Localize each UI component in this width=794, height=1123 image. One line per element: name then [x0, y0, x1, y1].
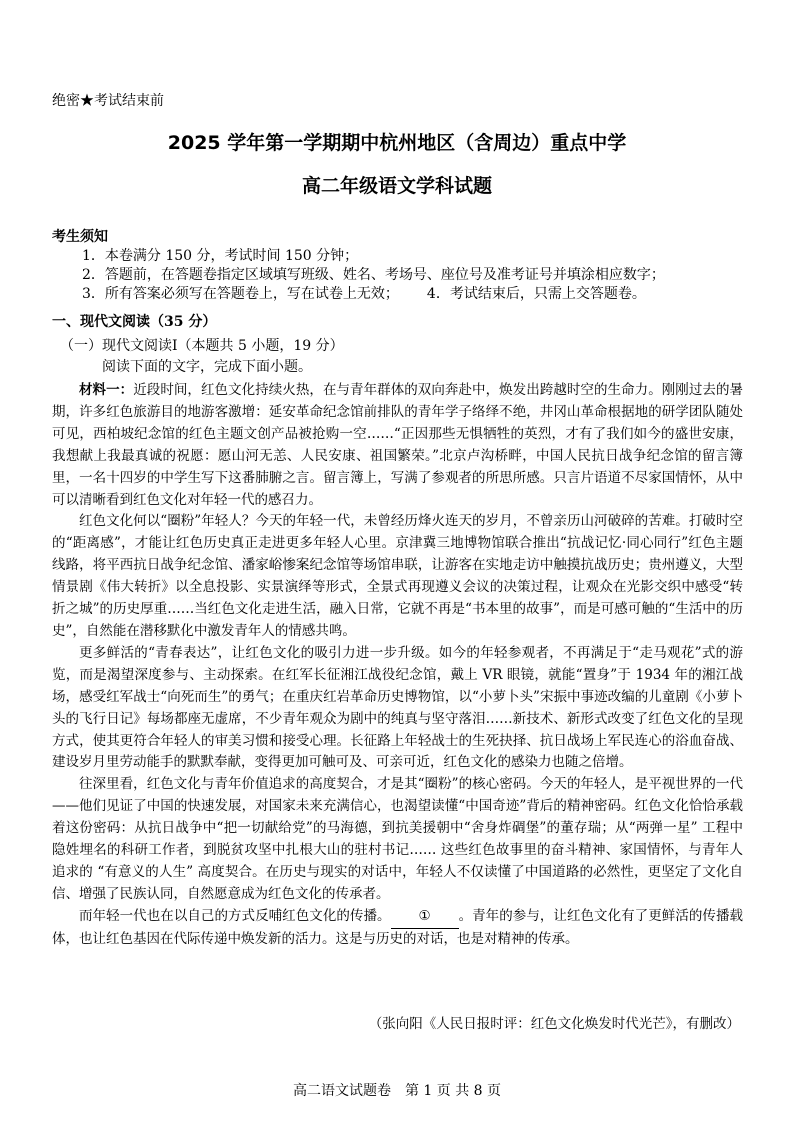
passage-paragraph: 材料一：近段时间，红色文化持续火热，在与青年群体的双向奔赴中，焕发出跨越时空的生命力。刚刚过去的暑期，许多红色旅游目的地游客激增：延安革命纪念馆前排队的青年学子络绎不绝，井冈山革命根据地的研学团队随处可见，西柏坡纪念馆的红色主题文创产品被抢购一空……“正因那些无惧牺牲的英烈，才有了我们如今的盛世安康，我想献上我最真诚的祝愿：愿山河无恙、人民安康、祖国繁荣。”北京卢沟桥畔，中国人民抗日战争纪念馆的留言簿里，一名十四岁的中学生写下这番肺腑之言。留言簿上，写满了参观者的所思所感。只言片语道不尽家国情怀，从中可以清晰看到红色文化对年轻一代的感召力。	[52, 382, 744, 508]
subsection-heading: （一）现代文阅读Ⅰ（本题共 5 小题，19 分）	[60, 338, 344, 354]
notice-heading: 考生须知	[52, 229, 108, 245]
notice-item-row	[52, 285, 752, 304]
fill-blank: ①	[391, 906, 459, 929]
reading-passage	[52, 380, 743, 951]
material-label: 材料一：	[79, 382, 134, 398]
exam-subtitle: 高二年级语文学科试题	[301, 175, 492, 197]
candidate-notice	[52, 228, 752, 304]
passage-paragraph: 往深里看，红色文化与青年价值追求的高度契合，才是其“圈粉”的核心密码。今天的年轻人，是平视世界的一代——他们见证了中国的快速发展，对国家未来充满信心，也渴望读懂“中国奇迹”背后的精神密码。红色文化恰恰承载着这份密码：从抗日战争中“把一切献给党”的马海德，到抗美援朝中“舍身炸碉堡”的董存瑞；从“两弹一星” 工程中隐姓埋名的科研工作者，到脱贫攻坚中扎根大山的驻村书记…… 这些红色故事里的奋斗精神、家国情怀，与青年人追求的 “有意义的人生” 高度契合。在历史与现实的对话中，年轻人不仅读懂了中国道路的必然性，更坚定了文化自信、增强了民族认同，自然愿意成为红色文化的传承者。	[52, 776, 743, 902]
confidential-note: 绝密★考试结束前	[52, 93, 164, 109]
section-heading: 一、现代文阅读（35 分）	[52, 314, 217, 330]
page-footer: 高二语文试题卷 第 1 页 共 8 页	[292, 1083, 502, 1099]
passage-paragraph: 更多鲜活的“青春表达”，让红色文化的吸引力进一步升级。如今的年轻参观者，不再满足于“走马观花”式的游览，而是渴望深度参与、主动探索。在红军长征湘江战役纪念馆，戴上 VR 眼镜，就能“置身”于 1934 年的湘江战场，感受红军战士“向死而生”的勇气；在重庆红岩革命历史博物馆，以“小萝卜头”宋振中事迹改编的儿童剧《小萝卜头的飞行日记》每场都座无虚席，不少青年观众为剧中的纯真与坚守落泪……新技术、新形式改变了红色文化的呈现方式，使其更符合年轻人的审美习惯和接受心理。长征路上年轻战士的生死抉择、抗日战场上军民连心的浴血奋战、建设岁月里劳动能手的默默奉献，变得更加可触可及、可亲可近，红色文化的感染力也随之倍增。	[52, 644, 743, 771]
notice-item: 3．所有答案必须写在答题卷上，写在试卷上无效；	[82, 286, 399, 302]
notice-item: 1．本卷满分 150 分，考试时间 150 分钟；	[82, 248, 359, 264]
passage-source: （张向阳《人民日报时评：红色文化焕发时代光芒》，有删改）	[368, 1016, 740, 1032]
notice-item: 2．答题前，在答题卷指定区域填写班级、姓名、考场号、座位号及准考证号并填涂相应数字；	[82, 267, 665, 283]
notice-item: 4．考试结束后，只需上交答题卷。	[426, 286, 646, 302]
passage-paragraph: 红色文化何以“圈粉”年轻人？今天的年轻一代，未曾经历烽火连天的岁月，不曾亲历山河破碎的苦难。打破时空的“距离感”，才能让红色历史真正走进更多年轻人心里。京津冀三地博物馆联合推出“抗战记忆·同心同行”红色主题线路，将平西抗日战争纪念馆、潘家峪惨案纪念馆等场馆串联，让游客在实地走访中触摸抗战历史；贵州遵义，大型情景剧《伟大转折》以全息投影、实景演绎等形式，全景式再现遵义会议的决策过程，让观众在光影交织中感受“转折之城”的历史厚重……当红色文化走进生活，融入日常，它就不再是“书本里的故事”，而是可感可触的“生活中的历史”，自然能在潜移默化中激发青年人的情感共鸣。	[52, 513, 743, 639]
passage-paragraph: 而年轻一代也在以自己的方式反哺红色文化的传播。 ① 。青年的参与，让红色文化有了更鲜活的传播载体，也让红色基因在代际传递中焕发新的活力。这是与历史的对话，也是对精神的传承。	[52, 907, 744, 947]
exam-title: 2025 学年第一学期期中杭州地区（含周边）重点中学	[167, 132, 627, 154]
reading-instruction: 阅读下面的文字，完成下面小题。	[102, 359, 312, 375]
